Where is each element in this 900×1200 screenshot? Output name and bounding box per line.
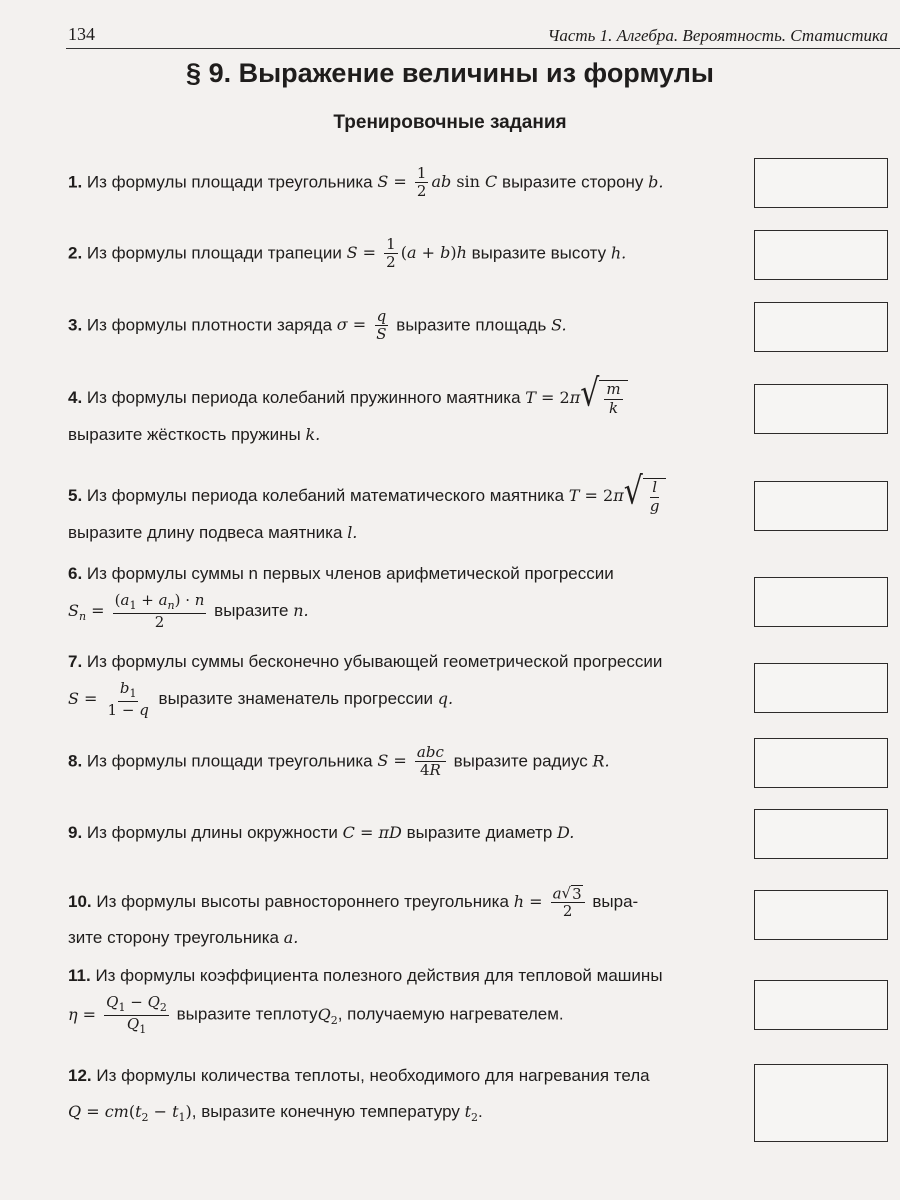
task-number: 8.	[68, 751, 83, 771]
task-text: выразите площадь	[396, 315, 547, 335]
task-3	[68, 308, 728, 344]
task-10	[68, 884, 728, 956]
task-variable: D.	[557, 823, 575, 842]
answer-box-12[interactable]	[754, 1064, 888, 1142]
task-2	[68, 236, 728, 272]
task-12	[68, 1058, 728, 1136]
task-variable: l.	[347, 522, 358, 542]
task-text: выразите длину подвеса маятника	[68, 522, 343, 542]
task-text: Из формулы суммы n первых членов арифметической прогрессии	[86, 564, 614, 583]
task-5	[68, 469, 728, 551]
task-text: , выразите конечную температуру	[191, 1102, 460, 1121]
answer-box-9[interactable]	[754, 809, 888, 859]
task-variable: a.	[283, 928, 299, 948]
answer-box-10[interactable]	[754, 890, 888, 940]
task-text: выразите теплоту	[176, 1004, 318, 1024]
header-rule	[66, 48, 900, 49]
task-number: 12.	[68, 1066, 92, 1085]
task-variable: h.	[610, 243, 627, 263]
task-variable: q.	[437, 688, 454, 708]
running-head: Часть 1. Алгебра. Вероятность. Статистика	[547, 26, 888, 45]
answer-box-6[interactable]	[754, 577, 888, 627]
task-text: выразите	[214, 600, 289, 620]
task-text: Из формулы площади треугольника	[86, 172, 373, 192]
answer-box-5[interactable]	[754, 481, 888, 531]
task-variable: $Q_2$	[317, 1004, 338, 1027]
task-variable: n.	[293, 600, 309, 620]
section-title: § 9. Выражение величины из формулы	[186, 58, 714, 88]
task-variable: k.	[305, 424, 321, 444]
task-number: 2.	[68, 243, 83, 263]
formula: η = $\frac{Q_1 - Q_2}{Q_1}$	[68, 993, 167, 1036]
task-text: Из формулы коэффициента полезного действия для тепловой машины	[95, 966, 663, 985]
answer-box-7[interactable]	[754, 663, 888, 713]
task-text: выра-	[592, 892, 639, 911]
task-number: 5.	[68, 486, 83, 505]
section-subtitle: Тренировочные задания	[333, 112, 567, 133]
formula: h = a√ 3 2	[514, 892, 588, 911]
task-number: 3.	[68, 315, 83, 335]
formula: T = 2π √ l g	[569, 486, 667, 505]
task-text: Из формулы периода колебаний математического маятника	[86, 486, 565, 505]
task-variable: b.	[648, 172, 664, 192]
task-number: 11.	[68, 966, 91, 985]
task-text: Из формулы площади трапеции	[86, 243, 342, 263]
formula: $S_n$ = $\frac{(a_1 + a_n) \cdot n}{2}$	[68, 591, 205, 631]
task-number: 4.	[68, 388, 83, 407]
task-1	[68, 165, 728, 201]
formula: S = $\frac{1}{2}$ ab sin C	[377, 164, 498, 201]
task-9	[68, 816, 728, 850]
task-text: Из формулы длины окружности	[86, 823, 338, 842]
formula: σ = $\frac{q}{S}$	[336, 307, 387, 344]
task-variable: S.	[551, 315, 567, 335]
task-number: 7.	[68, 652, 83, 671]
task-text: выразите знаменатель прогрессии	[158, 688, 434, 708]
task-variable: R.	[592, 751, 610, 771]
task-text: Из формулы высоты равностороннего треугольника	[96, 892, 509, 911]
task-text: Из формулы площади треугольника	[86, 751, 373, 771]
task-number: 9.	[68, 823, 83, 842]
task-text: , получаемую нагревателем.	[337, 1004, 564, 1024]
page-number: 134	[68, 24, 95, 44]
task-6	[68, 556, 728, 635]
formula: C = πD	[342, 823, 402, 842]
task-number: 1.	[68, 172, 83, 192]
answer-box-2[interactable]	[754, 230, 888, 280]
task-text: выразите жёсткость пружины	[68, 424, 301, 444]
task-8	[68, 744, 728, 780]
formula: S = $\frac{1}{2}$ (a + b)h	[346, 235, 467, 272]
formula: S = $\frac{b_1}{1 - q}$	[68, 679, 149, 719]
task-text: зите сторону треугольника	[68, 928, 279, 948]
task-text: Из формулы плотности заряда	[86, 315, 333, 335]
task-number: 6.	[68, 564, 83, 583]
task-4	[68, 371, 728, 453]
task-text: выразите радиус	[453, 751, 588, 771]
task-text: выразите сторону	[502, 172, 644, 192]
task-11	[68, 958, 728, 1039]
task-variable: $t_2$	[464, 1102, 479, 1125]
task-text: выразите диаметр	[406, 823, 553, 842]
answer-box-3[interactable]	[754, 302, 888, 352]
answer-box-11[interactable]	[754, 980, 888, 1030]
answer-box-4[interactable]	[754, 384, 888, 434]
task-text: Из формулы периода колебаний пружинного маятника	[86, 388, 521, 407]
task-text: Из формулы суммы бесконечно убывающей геометрической прогрессии	[86, 652, 663, 671]
task-number: 10.	[68, 892, 92, 911]
answer-box-8[interactable]	[754, 738, 888, 788]
answer-box-1[interactable]	[754, 158, 888, 208]
task-7	[68, 644, 728, 719]
formula: S = abc 4R	[377, 743, 444, 780]
formula: T = 2π √ m k	[525, 388, 627, 407]
task-text: Из формулы количества теплоты, необходимого для нагревания тела	[96, 1066, 650, 1085]
task-text: .	[478, 1102, 483, 1121]
task-text: выразите высоту	[471, 243, 607, 263]
formula: $Q = cm(t_2 - t_1)$	[68, 1102, 192, 1125]
